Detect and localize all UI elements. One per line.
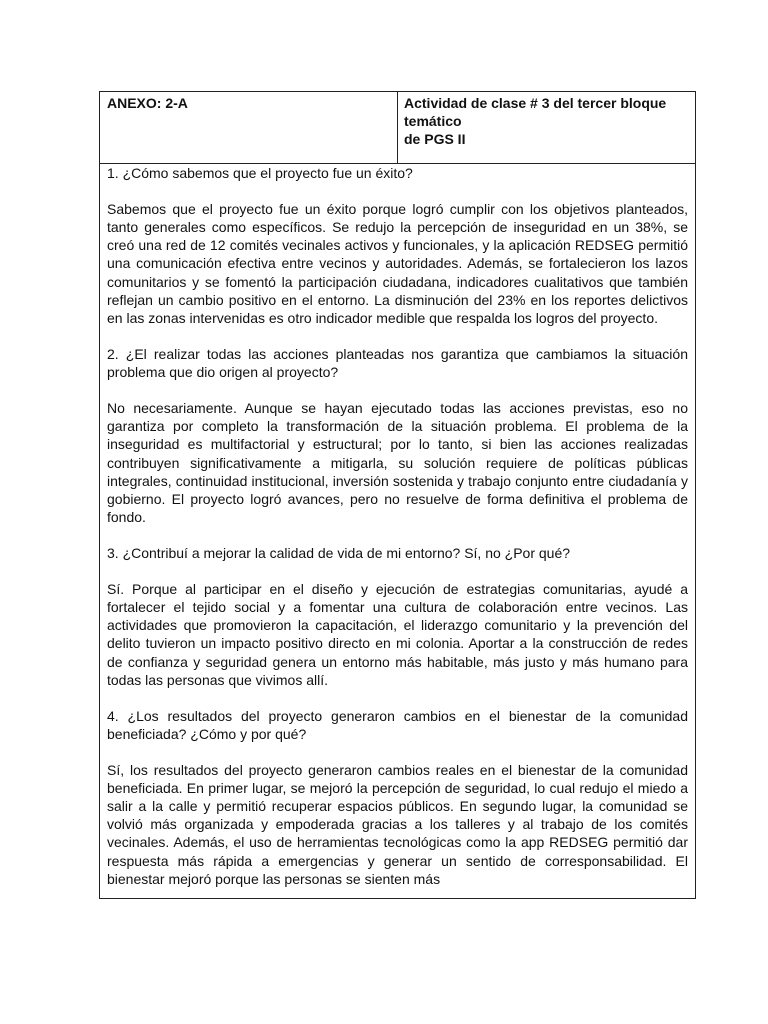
- table-header-row: [100, 92, 695, 164]
- document-table: [99, 91, 696, 899]
- answer-3: Sí. Porque al participar en el diseño y ejecución de estrategias comunitarias, ayudé a fortalecer el tejido social y a fomentar una cultura de colaboración entre vecinos. Las actividades que promovieron la capacitación, el liderazgo comunitario y la prevención del delito tuvieron un impacto positivo directo en mi colonia. Aportar a la construcción de redes de confianza y seguridad genera un entorno más habitable, más justo y más humano para todas las personas que vivimos allí.: [107, 581, 688, 688]
- activity-title-line: de PGS II: [404, 131, 466, 147]
- answer-2: No necesariamente. Aunque se hayan ejecutado todas las acciones previstas, eso no garantiza por completo la transformación de la situación problema. El problema de la inseguridad es multifactorial y estructural; por lo tanto, si bien las acciones realizadas contribuyen significativamente a mitigarla, su solución requiere de políticas públicas integrales, continuidad institucional, inversión sostenida y trabajo conjunto entre ciudadanía y gobierno. El proyecto logró avances, pero no resuelve de forma definitiva el problema de fondo.: [107, 400, 688, 525]
- annex-label: ANEXO: 2-A: [100, 92, 398, 163]
- activity-title-line: Actividad de clase # 3 del tercer bloque: [404, 95, 667, 111]
- activity-title-line: temático: [404, 113, 462, 129]
- answer-4: Sí, los resultados del proyecto generaron cambios reales en el bienestar de la comunidad beneficiada. En primer lugar, se mejoró la percepción de seguridad, lo cual redujo el miedo a salir a la calle y permitió recuperar espacios públicos. En segundo lugar, la comunidad se volvió más organizada y empoderada gracias a los talleres y al trabajo de los comités vecinales. Además, el uso de herramientas tecnológicas como la app REDSEG permitió dar respuesta más rápida a emergencias y generar un sentido de corresponsabilidad. El bienestar mejoró porque las personas se sienten más: [107, 762, 688, 887]
- question-2: 2. ¿El realizar todas las acciones planteadas nos garantiza que cambiamos la situación problema que dio origen al proyecto?: [107, 345, 688, 381]
- question-3: 3. ¿Contribuí a mejorar la calidad de vida de mi entorno? Sí, no ¿Por qué?: [107, 544, 571, 561]
- answer-1: Sabemos que el proyecto fue un éxito porque logró cumplir con los objetivos planteados, tanto generales como específicos. Se redujo la percepción de inseguridad en un 38%, se creó una red de 12 comités vecinales activos y funcionales, y la aplicación REDSEG permitió una comunicación efectiva entre vecinos y autoridades. Además, se fortalecieron los lazos comunitarios y se fomentó la participación ciudadana, indicadores cualitativos que también reflejan un cambio positivo en el entorno. La disminución del 23% en los reportes delictivos en las zonas intervenidas es otro indicador medible que respalda los logros del proyecto.: [107, 201, 688, 326]
- answers-cell: [100, 164, 695, 888]
- question-4: 4. ¿Los resultados del proyecto generaron cambios en el bienestar de la comunidad beneficiada? ¿Cómo y por qué?: [107, 707, 688, 742]
- activity-title: [398, 92, 695, 163]
- question-1: 1. ¿Cómo sabemos que el proyecto fue un éxito?: [107, 165, 413, 181]
